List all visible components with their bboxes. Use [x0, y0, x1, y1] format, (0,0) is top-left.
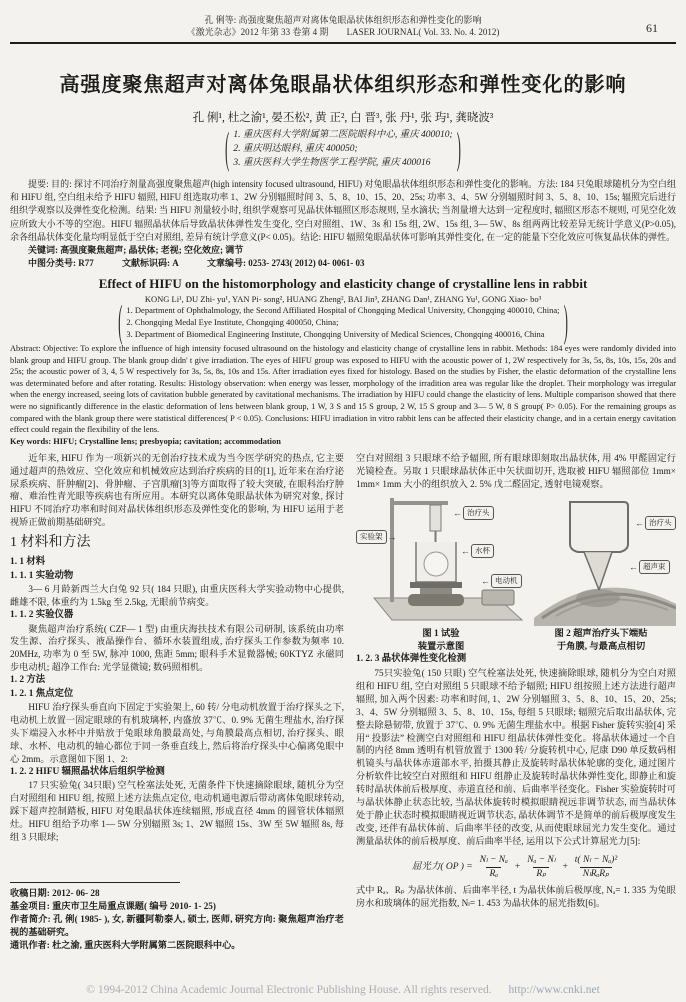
- fraction-2-numerator: Nₐ − Nₗ: [527, 854, 556, 865]
- intro-paragraph: 近年来, HIFU 作为一项新兴的无创治疗技术成为当今医学研究的热点, 它主要通过超声的热效应、空化效应和机械效应达到治疗疾病的目的[1], 近年来在治疗泌尿系疾病、肝肿瘤[2]、骨肿瘤、子宫肌瘤[3]等方面取得了较大突破, 在眼科治疗肿瘤、难治性青光眼等疾病也有所应用。本研究以离体兔眼晶状体为研究对象, 探讨 HIFU 不同治疗功率和时间对晶状体组织形态及弹性变化的影响, 为 HIFU 运用于老视矫正做前期基础研究。: [10, 452, 344, 528]
- label-water-cup: 水杯: [471, 544, 494, 558]
- paren-open: (: [225, 121, 230, 173]
- copyright-watermark: [0, 984, 686, 996]
- continuation-paragraph: 空白对照组 3 只眼球不给予辐照, 所有眼球即刻取出晶状体, 用 4% 甲醛固定行光镜检查。另取 1 只眼球晶状体正中矢状面切开, 选取被 HIFU 辐照部位 1mm× 1mm× 1mm 大小的组织放入 2. 5% 戊二醛固定, 透射电镜观察。: [356, 452, 676, 489]
- affiliations-cn: [10, 121, 676, 173]
- section-1-2-3-heading: 1. 2. 3 晶状体弹性变化检测: [356, 654, 467, 665]
- header-rule: [10, 42, 676, 44]
- abstract-en: Abstract: Objective: To explore the influence of high intensity focused ultrasound on the histology and elasticity change of crystalline lens in rabbit. Methods: 184 eyes were randomly divided into blank group and HIFU group. The blank group didn' t give irradiation. The eyes of HIFU group was exposed to HIFU with the acoustic power of 1, 2W respectively for 3s, 5s, 8s, 10s, 15s, 20s and 25s; the acoustic power of 3, 4, 5 W respectively for 3s, 5s, 8s, 10s and 15s. After irradiation eyes fixed for histology. Based on the studies by Fisher, the elastic deformation of the crystalline lens was determinated before and after rotating. Results: Histology observation: when energy was lesser, morphology of the irradition area was regular like the droplet. Their morphology was irregular when the energy increased, seeing lots of cavitation bubble generated by cavitational mechanisms. The irradiation by HIFU could change the elasticity of lens. Multiple comparison showed that there were no significantly difference in the elastic deformation of lens between blank group, 1 W, 3 S and 15 S group, 2 W, 15 S group and 3— 5 W, 8 S group( P> 0.05). For the remaining groups as compared with the blank group there were statistical differences( P < 0.05). Conclusions: HIFU irradiation in vitro rabbit lens can be affected their elasticity change, and in a certain energy cavitation effect could regain the flexibility of the lens.: [10, 344, 676, 435]
- affiliation-cn-3: 3. 重庆医科大学生物医学工程学院, 重庆 400016: [233, 158, 431, 168]
- figure-1-label-motor: [480, 574, 522, 588]
- fraction-2-denominator: Rₚ: [533, 867, 549, 881]
- arrow-left-icon: ←: [635, 517, 644, 528]
- document-code: 文献标识码: A: [122, 258, 179, 269]
- figure-captions: [356, 628, 676, 653]
- section-1-2-3-text: 75只实验兔( 150 只眼) 空气栓塞法处死, 快速摘除眼球, 随机分为空白对照组和 HIFU 组, 空白对照组 5 只眼球不给予辐照; HIFU 组按照上述方法进行超声辐照, 加入两个因素: 功率和时间, 1、2W 分别辐照 3、5、8、10、15、20、25s; 3、4、5W 分别辐照 3、5、8、10、15s, 每组 5 只眼球; 辐照完后取出晶状体, 完整去除悬韧带, 放置于 37℃、0. 9% 无菌生理盐水中。根据 Fisher 旋转实验[4] 采用“ 投影法” 检测空白对照组和 HIFU 组晶状体弹性变化。将晶状体通过一个自制的内径 8mm 透明有机管放置于 1300 转/ 分旋转机中心, 尼康 D90 单反数码相机镜头与晶状体赤道部水平, 拍摄其静止及旋转时晶状体轮廓的变化, 通过图片分析软件比较空白对照组和 HIFU 组静止及旋转时晶状体弹性变化, 即静止和旋转时晶状体前后极厚度、赤道直径和前、后曲率半径变化。Fisher 实验旋转时可与晶状体静止状态比较, 当晶状体旋转时模拟眼睛视远非调节状态, 而当晶状体处于静止状态时模拟眼睛视近调节状态, 晶状体调节不是简单的前后极厚度发生改变, 还伴有晶状体前、后曲率半径的改变, 从而使眼球屈光力发生变化。通过测量晶状体的前后极厚度、前后曲率半径, 运用以下公式计算屈光力[5]:: [356, 667, 676, 846]
- affiliation-en-1: 1. Department of Ophthalmology, the Second Affiliated Hospital of Chongqing Medical University, Chongqing 400010, China;: [126, 305, 560, 316]
- plus-operator: +: [514, 861, 521, 872]
- footnote-block: [10, 876, 344, 952]
- copyright-text: © 1994-2012 China Academic Journal Electronic Publishing House. All rights reserved.: [86, 984, 492, 996]
- fraction-3-numerator: t( Nₗ − Nₐ)²: [574, 854, 618, 865]
- journal-name-cn: 《激光杂志》2012 年第 33 卷第 4 期: [186, 27, 329, 37]
- label-treatment-head: 治疗头: [463, 506, 494, 520]
- section-1-1-2-text: 聚焦超声治疗系统( CZF— 1 型) 由重庆海扶技术有限公司研制, 该系统由功率发生源、治疗探头、液晶操作台、循环水装置组成, 治疗探头工作参数为频率 10. 20MHz, 功率为 0 至 5W, 脉冲 1000, 焦距 5mm; 眼科手术显微器械; 60KTYZ 永磁同步电动机; 超净工作台: 光学显微镜; 数码照相机。: [10, 623, 344, 673]
- fraction-1-numerator: Nₗ − Nₐ: [479, 854, 508, 865]
- abstract-cn: 提要: 目的: 探讨不同治疗剂量高强度聚焦超声(high intensity focused ultrasound, HIFU) 对兔眼晶状体组织形态和弹性变化的影响。方法: 184 只兔眼球随机分为空白组和 HIFU 组, 空白组未给予 HIFU 辐照, HIFU 组选取功率 1、2W 分别辐照时间 3、5、8、10、15、20、25s; 功率 3、4、5W 分别辐照时间 3、5、8、10、15s; 辐照完后进行组织学观察以及弹性变化检测。结果: 当 HIFU 剂量较小时, 组织学观察可见晶状体辐照区形态规则, 呈水滴状; 当剂量增大达到一定程度时, 辐照区形态不规则, 可见空化效应所致大小不等的空泡。HIFU 辐照晶状体后导致晶状体弹性发生变化, 空白对照组、1W、3s 和 15s 组, 2W、15s 组, 3— 5W、8s 组两两比较差异无统计学意义(P>0.05), 余各组晶状体变化量均明显低于空白对照组, 差异有统计学意义(P< 0.05)。结论: HIFU 辐照兔眼晶状体可影响其弹性变化, 在一定的能量下空化效应可恢复晶状体的弹性。: [10, 179, 676, 242]
- label-treatment-head: 治疗头: [645, 516, 676, 530]
- keywords-cn: 关键词: 高强度聚焦超声; 晶状体; 老视; 空化效应; 调节: [28, 245, 244, 256]
- right-column: [356, 452, 676, 952]
- section-1-1-1-text: 3— 6 月龄新西兰大白兔 92 只( 184 只眼), 由重庆医科大学实验动物中心提供, 雌雄不限, 体重约为 1.5kg 至 2.5kg, 无眼前节病变。: [10, 584, 344, 608]
- article-title-en: Effect of HIFU on the histomorphology and elasticity change of crystalline lens in rabbit: [98, 276, 588, 292]
- label-motor: 电动机: [491, 574, 522, 588]
- figure-2-label-head: [634, 516, 676, 530]
- journal-line: [10, 26, 676, 38]
- figure-2-caption: [526, 628, 676, 653]
- formula-lhs: 屈光力( OP ) =: [411, 861, 473, 872]
- affiliation-cn-2: 2. 重庆明达眼科, 重庆 400050;: [233, 144, 358, 154]
- figure-1-label-stand: [356, 530, 398, 544]
- left-column: [10, 452, 344, 952]
- fund-project: 基金项目: 重庆市卫生局重点课题( 编号 2010- 1- 25): [10, 900, 216, 911]
- keywords-en: Key words: HIFU; Crystalline lens; presbyopia; cavitation; accommodation: [10, 436, 281, 446]
- label-ultrasound-beam: 超声束: [639, 560, 670, 574]
- formula-fraction-3: [572, 854, 620, 881]
- clc-number: 中图分类号: R77: [28, 258, 94, 269]
- figure-2-label-beam: [628, 560, 670, 574]
- section-1-2-2-heading: 1. 2. 2 HIFU 辐照晶状体后组织学检测: [10, 766, 165, 777]
- arrow-left-icon: ←: [461, 545, 470, 556]
- section-1-1-1-heading: 1. 1. 1 实验动物: [10, 570, 74, 581]
- fraction-3-denominator: NₗRₐRₚ: [580, 867, 612, 881]
- corresponding-author: 通讯作者: 杜之渝, 重庆医科大学附属第二医院眼科中心。: [10, 939, 241, 950]
- figure-2-caption-line1: 图 2 超声治疗头下端贴: [554, 629, 648, 640]
- label-stand: 实验架: [356, 530, 387, 544]
- figure-1-caption: [356, 628, 526, 653]
- refractive-power-formula: [356, 854, 676, 881]
- fraction-1-denominator: Rₐ: [486, 867, 501, 881]
- figure-1-label-head: [452, 506, 494, 520]
- paren-close: ): [563, 294, 568, 346]
- formula-fraction-1: [477, 854, 511, 881]
- page-number: 61: [646, 21, 658, 35]
- figure-1-label-cup: [460, 544, 494, 558]
- section-1-2-1-text: HIFU 治疗探头垂直向下固定于实验架上, 60 转/ 分电动机放置于治疗探头之下, 电动机上放置一固定眼球的有机玻璃杯, 内盛放 37℃、0. 9% 无菌生理盐水, 治疗探头下端浸入水杯中并贴放于兔眼球角膜最高处, 与角膜最高点相切, 治疗探头、眼球、水杯、电动机的轴心都位于同一条垂直线上, 然后将治疗探头中心偏离兔眼中心 2mm。示意图如下图 1、2:: [10, 702, 344, 764]
- figure-2-caption-line2: 于角膜, 与最高点相切: [556, 641, 646, 652]
- figure-1-apparatus-diagram: [356, 494, 526, 626]
- running-head: [10, 14, 676, 44]
- two-column-body: [10, 452, 676, 952]
- figure-1: [356, 494, 526, 626]
- affiliation-cn-1: 1. 重庆医科大学附属第二医院眼科中心, 重庆 400010;: [233, 130, 453, 140]
- figure-1-caption-line1: 图 1 试验: [422, 629, 460, 640]
- section-1-2-heading: 1. 2 方法: [10, 675, 46, 686]
- figure-1-caption-line2: 装置示意图: [417, 641, 465, 652]
- affiliation-en-3: 3. Department of Biomedical Engineering Institute, Chongqing University of Medical Sciences, Chongqing 400016, China: [126, 329, 545, 340]
- arrow-right-icon: →: [387, 531, 397, 542]
- authors-en: KONG Li¹, DU Zhi- yu¹, YAN Pi- song², HUANG Zheng², BAI Jin³, ZHANG Dan¹, ZHANG Yu¹, GONG Xiao- bo³: [144, 294, 542, 305]
- running-title: 孔 俐等: 高强度聚焦超声对离体兔眼晶状体组织形态和弹性变化的影响: [204, 15, 482, 25]
- figure-2: [532, 494, 676, 626]
- section-1-1-heading: 1. 1 材料: [10, 557, 46, 568]
- section-1-1-2-heading: 1. 1. 2 实验仪器: [10, 610, 74, 621]
- figure-row: [356, 494, 676, 626]
- authors-cn: 孔 俐¹, 杜之渝¹, 晏丕松², 黄 正², 白 晋³, 张 丹¹, 张 玙¹, 龚晓波³: [192, 112, 494, 124]
- received-date: 收稿日期: 2012- 06- 28: [10, 887, 100, 898]
- formula-note: 式中 Rₐ、Rₚ 为晶状体前、后曲率半径, t 为晶状体前后极厚度, Nₐ= 1. 335 为兔眼房水和玻璃体的屈光指数, Nₗ= 1. 453 为晶状体的屈光指数[6]。: [356, 885, 676, 909]
- paren-open: (: [118, 294, 123, 346]
- journal-name-en: LASER JOURNAL( Vol. 33. No. 4. 2012): [346, 27, 500, 37]
- article-title-cn: 高强度聚焦超声对离体兔眼晶状体组织形态和弹性变化的影响: [59, 74, 627, 96]
- author-bio: 作者简介: 孔 俐( 1985- ), 女, 新疆阿勒泰人, 硕士, 医师, 研究方向: 聚焦超声治疗老视的基础研究。: [10, 913, 344, 937]
- section-1-heading: 1 材料和方法: [10, 535, 91, 551]
- cnki-url: http://www.cnki.net: [508, 984, 600, 996]
- arrow-left-icon: ←: [453, 507, 462, 518]
- section-1-2-2-text: 17 只实验兔( 34只眼) 空气栓塞法处死, 无菌条件下快速摘除眼球, 随机分为空白对照组和 HIFU 组, 按照上述方法焦点定位, 电动机通电源后带动离体兔眼球转动, 踩下超声控制踏板, HIFU 对兔眼晶状体连续辐照, 形成直径 4mm 的圆管状体辐照灶。HIFU 组给予功率 1— 5W 分别辐照 3s; 1、2W 辐照 15s、3W 至 5W 辐照 8s, 每组 3 只眼球;: [10, 780, 344, 842]
- paren-close: ): [456, 121, 461, 173]
- section-1-2-1-heading: 1. 2. 1 焦点定位: [10, 688, 74, 699]
- arrow-left-icon: ←: [629, 561, 638, 572]
- arrow-left-icon: ←: [481, 575, 490, 586]
- formula-fraction-2: [524, 854, 558, 881]
- footnote-rule: [10, 882, 180, 883]
- affiliation-en-2: 2. Chongqing Medal Eye Institute, Chongqing 400050, China;: [126, 317, 339, 328]
- classification-line: [10, 257, 676, 270]
- article-id: 文章编号: 0253- 2743( 2012) 04- 0061- 03: [207, 258, 365, 269]
- plus-operator: +: [562, 861, 568, 872]
